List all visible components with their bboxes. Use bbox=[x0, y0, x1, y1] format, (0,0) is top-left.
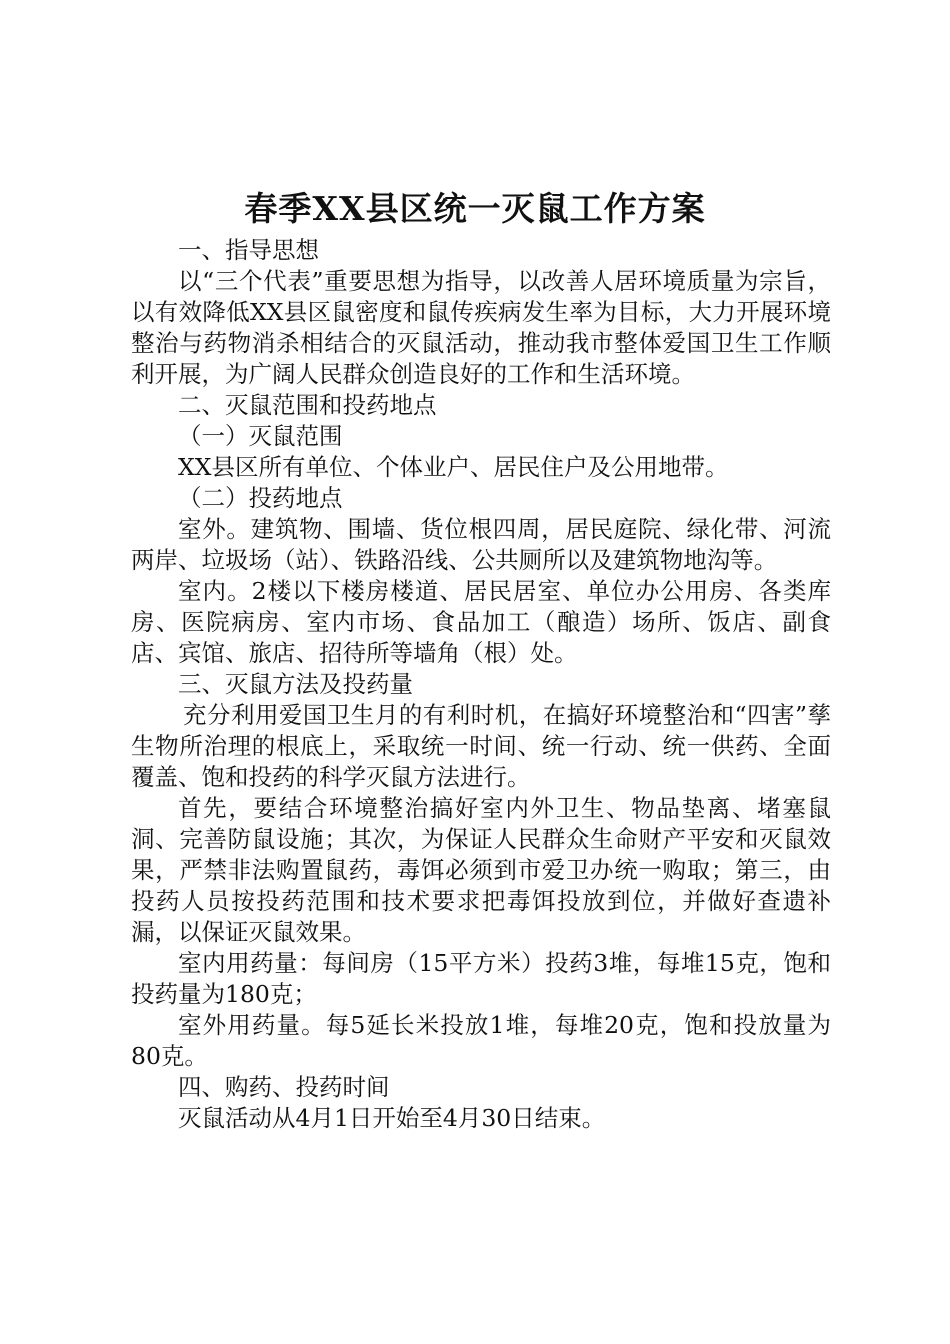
section-heading-guiding-ideology: 一、指导思想 bbox=[178, 236, 319, 264]
paragraph-outdoor-locations: 室外。建筑物、围墙、货位根四周，居民庭院、绿化带、河流两岸、垃圾场（站）、铁路沿线、公共厕所以及建筑物地沟等。 bbox=[131, 515, 831, 574]
document-title: 春季XX县区统一灭鼠工作方案 bbox=[244, 189, 706, 228]
document-body bbox=[131, 235, 831, 1134]
section-heading-timing: 四、购药、投药时间 bbox=[178, 1073, 390, 1101]
paragraph-scope: XX县区所有单位、个体业户、居民住户及公用地带。 bbox=[178, 453, 729, 481]
paragraph-indoor-locations: 室内。2楼以下楼房楼道、居民居室、单位办公用房、各类库房、医院病房、室内市场、食品加工（酿造）场所、饭店、副食店、宾馆、旅店、招待所等墙角（根）处。 bbox=[131, 577, 831, 667]
paragraph-outdoor-dosage: 室外用药量。每5延长米投放1堆，每堆20克，饱和投放量为80克。 bbox=[131, 1011, 831, 1070]
paragraph-methods: 充分利用爱国卫生月的有利时机，在搞好环境整治和“四害”孳生物所治理的根底上，采取统一时间、统一行动、统一供药、全面覆盖、饱和投药的科学灭鼠方法进行。 bbox=[131, 701, 831, 791]
paragraph-timing: 灭鼠活动从4月1日开始至4月30日结束。 bbox=[178, 1104, 606, 1132]
subheading-locations: （二）投药地点 bbox=[178, 484, 343, 512]
paragraph-indoor-dosage: 室内用药量：每间房（15平方米）投药3堆，每堆15克，饱和投药量为180克； bbox=[131, 949, 831, 1008]
paragraph-steps: 首先，要结合环境整治搞好室内外卫生、物品垫离、堵塞鼠洞、完善防鼠设施；其次，为保证人民群众生命财产平安和灭鼠效果，严禁非法购置鼠药，毒饵必须到市爱卫办统一购取；第三，由投药人员按投药范围和技术要求把毒饵投放到位，并做好查遗补漏，以保证灭鼠效果。 bbox=[131, 794, 831, 946]
paragraph-guiding-ideology: 以“三个代表”重要思想为指导，以改善人居环境质量为宗旨，以有效降低XX县区鼠密度和鼠传疾病发生率为目标，大力开展环境整治与药物消杀相结合的灭鼠活动，推动我市整体爱国卫生工作顺利开展，为广阔人民群众创造良好的工作和生活环境。 bbox=[131, 267, 831, 388]
section-heading-scope-and-locations: 二、灭鼠范围和投药地点 bbox=[178, 391, 437, 419]
subheading-scope: （一）灭鼠范围 bbox=[178, 422, 343, 450]
section-heading-methods-and-dosage: 三、灭鼠方法及投药量 bbox=[178, 670, 413, 698]
